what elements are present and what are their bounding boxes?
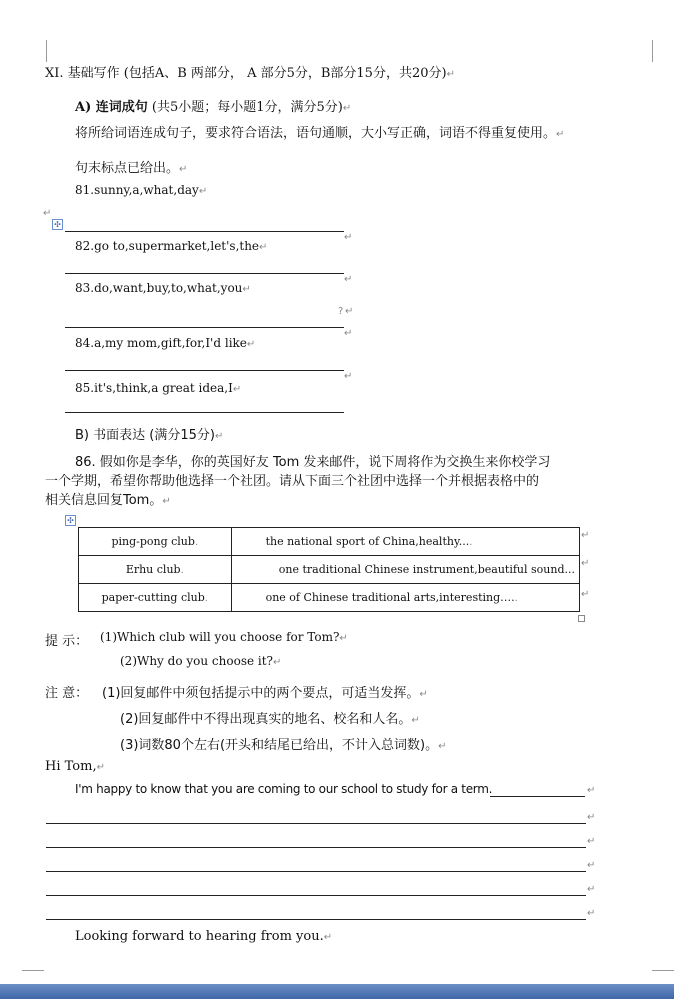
paragraph-mark: ↵ — [419, 689, 428, 700]
answer-line[interactable] — [65, 412, 344, 413]
page-corner-mark — [22, 970, 44, 975]
club-name-cell[interactable]: ping-pong club. — [79, 528, 232, 556]
table-row — [79, 528, 580, 556]
paragraph-mark: ↵ — [162, 496, 171, 507]
writing-line[interactable] — [490, 796, 585, 797]
answer-line[interactable] — [65, 370, 344, 371]
question-86-line: 86. 假如你是李华，你的英国好友 Tom 发来邮件，说下周将作为交换生来你校学习 — [75, 455, 551, 470]
answer-line[interactable] — [65, 273, 344, 274]
note-item: (1)回复邮件中须包括提示中的两个要点，可适当发挥。↵ — [102, 686, 428, 701]
paragraph-mark: ↵ — [587, 836, 596, 847]
paragraph-mark: ↵ — [587, 860, 596, 871]
question-86-line: 一个学期，希望你帮助他选择一个社团。请从下面三个社团中选择一个并根据表格中的 — [45, 474, 540, 489]
paragraph-mark: ↵ — [587, 785, 596, 796]
paragraph-mark: ↵ — [342, 103, 352, 114]
club-table — [78, 527, 580, 612]
paragraph-mark: ↵ — [323, 932, 333, 943]
table-resize-handle[interactable] — [578, 615, 585, 622]
sentence-item: 83.do,want,buy,to,what,you↵ — [75, 281, 251, 295]
paragraph-mark: ↵ — [259, 242, 268, 253]
window-bottom-bar — [0, 984, 674, 999]
letter-opening: I'm happy to know that you are coming to our school to study for a term. — [75, 782, 493, 796]
part-a-title — [75, 96, 351, 115]
paragraph-mark: ↵ — [273, 657, 282, 668]
paragraph-mark: ↵ — [179, 164, 188, 175]
page-corner-mark — [652, 970, 674, 975]
paragraph-mark: ↵ — [556, 129, 565, 140]
answer-line[interactable] — [65, 231, 344, 232]
hint-item: (2)Why do you choose it?↵ — [120, 654, 282, 668]
table-row — [79, 584, 580, 612]
part-a-instruction: 将所给词语连成句子，要求符合语法，语句通顺，大小写正确，词语不得重复使用。↵ — [75, 126, 565, 141]
club-info-cell[interactable]: one traditional Chinese instrument,beautiful sound... — [231, 556, 579, 584]
sentence-item: 82.go to,supermarket,let's,the↵ — [75, 239, 268, 253]
paragraph-mark: ↵ — [344, 328, 353, 339]
table-row — [79, 556, 580, 584]
note-item: (3)词数80个左右(开头和结尾已给出，不计入总词数)。↵ — [120, 738, 447, 753]
paragraph-mark: ↵ — [242, 284, 251, 295]
part-b-title: B) 书面表达 (满分15分)↵ — [75, 428, 224, 443]
paragraph-mark: ↵ — [344, 371, 353, 382]
paragraph-mark: ↵ — [587, 908, 596, 919]
table-anchor-icon[interactable]: ✣ — [52, 219, 63, 230]
paragraph-mark: ↵ — [587, 884, 596, 895]
sentence-item: 84.a,my mom,gift,for,I'd like↵ — [75, 336, 256, 350]
writing-line[interactable] — [46, 919, 586, 920]
note-item: (2)回复邮件中不得出现真实的地名、校名和人名。↵ — [120, 712, 420, 727]
writing-line[interactable] — [46, 847, 586, 848]
paragraph-mark: ↵ — [344, 232, 353, 243]
paragraph-mark: ↵ — [43, 208, 52, 219]
sentence-item: 81.sunny,a,what,day↵ — [75, 183, 208, 197]
paragraph-mark: ↵ — [232, 384, 242, 395]
paragraph-mark: ↵ — [339, 633, 348, 644]
paragraph-mark: ↵ — [344, 274, 353, 285]
hint-label: 提 示： — [45, 634, 89, 649]
club-name-cell[interactable]: paper-cutting club. — [79, 584, 232, 612]
part-a-title-text: A) 连词成句 — [75, 100, 148, 115]
club-name-cell[interactable]: Erhu club. — [79, 556, 232, 584]
row-end-mark: ↵ — [581, 558, 590, 569]
page-corner-mark — [652, 40, 657, 62]
row-end-mark: ↵ — [581, 589, 590, 600]
letter-closing: Looking forward to hearing from you.↵ — [75, 929, 333, 944]
paragraph-mark: ↵ — [446, 69, 455, 80]
question-86-line: 相关信息回复Tom。↵ — [45, 493, 171, 508]
writing-line[interactable] — [46, 895, 586, 896]
paragraph-mark: ↵ — [438, 741, 447, 752]
paragraph-mark: ↵ — [96, 762, 105, 773]
page-corner-mark — [42, 40, 47, 62]
row-end-mark: ↵ — [581, 530, 590, 541]
paragraph-mark: ↵ — [198, 186, 208, 197]
hint-item: (1)Which club will you choose for Tom?↵ — [100, 630, 348, 644]
letter-greeting: Hi Tom,↵ — [45, 759, 105, 774]
paragraph-mark: ↵ — [587, 812, 596, 823]
sentence-item: 85.it's,think,a great idea,I↵ — [75, 381, 242, 395]
writing-line[interactable] — [46, 823, 586, 824]
club-info-cell[interactable]: one of Chinese traditional arts,interesting….. — [231, 584, 579, 612]
club-info-cell[interactable]: the national sport of China,healthy.... — [231, 528, 579, 556]
paragraph-mark: ↵ — [345, 306, 354, 317]
answer-line[interactable] — [65, 327, 344, 328]
paragraph-mark: ↵ — [246, 339, 256, 350]
section-title: XI. 基础写作 (包括A、B 两部分， A 部分5分，B部分15分，共20分)↵ — [45, 66, 455, 81]
part-a-instruction-2: 句末标点已给出。↵ — [75, 161, 188, 176]
table-anchor-icon[interactable]: ✣ — [65, 515, 76, 526]
writing-line[interactable] — [46, 871, 586, 872]
paragraph-mark: ↵ — [214, 431, 224, 442]
part-a-title-note: (共5小题；每小题1分，满分5分) — [147, 100, 343, 115]
question-end-mark: ? — [338, 306, 344, 317]
paragraph-mark: ↵ — [411, 715, 420, 726]
note-label: 注 意： — [45, 686, 89, 701]
